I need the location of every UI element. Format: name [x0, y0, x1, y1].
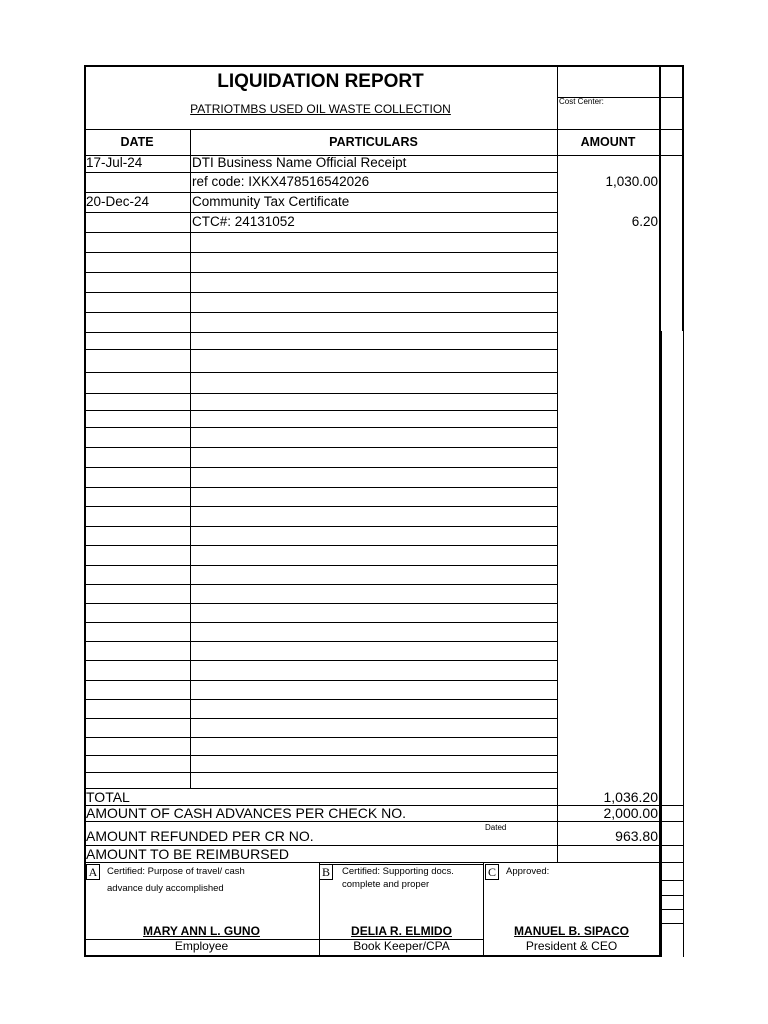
table-row-line — [84, 788, 557, 789]
reimburse-label: AMOUNT TO BE REIMBURSED — [86, 846, 290, 862]
total-label: TOTAL — [86, 789, 130, 805]
right-strip-line — [661, 880, 683, 881]
summary-line-4 — [84, 862, 683, 863]
sig-a-cert-line1: Certified: Purpose of travel/ cash — [107, 866, 245, 877]
header-bottom-line — [84, 129, 683, 130]
row-4-particulars: CTC#: 24131052 — [192, 214, 295, 229]
amount-column-divider — [557, 129, 558, 862]
table-row-line — [84, 506, 557, 507]
col-header-amount: AMOUNT — [580, 135, 636, 149]
refund-label: AMOUNT REFUNDED PER CR NO. — [86, 828, 314, 844]
table-row-line — [84, 737, 557, 738]
sig-c-letter-box: C — [485, 864, 499, 880]
right-strip-line — [661, 909, 683, 910]
summary-line-2 — [84, 821, 683, 822]
page-title: LIQUIDATION REPORT — [217, 71, 424, 92]
table-row-line — [84, 565, 557, 566]
row-1-particulars: DTI Business Name Official Receipt — [192, 155, 407, 170]
table-row-line — [84, 332, 557, 333]
table-row-line — [84, 622, 557, 623]
table-row-line — [84, 699, 557, 700]
table-row-line — [84, 427, 557, 428]
table-row-line — [84, 349, 557, 350]
table-row-line — [84, 680, 557, 681]
sig-a-letter-box: A — [86, 864, 100, 880]
sig-a-name: MARY ANN L. GUNO — [143, 924, 260, 938]
table-row-line — [84, 272, 557, 273]
col-header-date: DATE — [120, 135, 154, 149]
row-2-particulars: ref code: IXKX478516542026 — [192, 174, 370, 189]
col-header-particulars: PARTICULARS — [329, 135, 418, 149]
table-row-line — [84, 393, 557, 394]
right-strip-divider — [661, 331, 662, 957]
right-strip-line — [661, 895, 683, 896]
table-row-line — [84, 603, 557, 604]
table-row-line — [84, 252, 557, 253]
table-row-line — [84, 545, 557, 546]
right-strip-line — [661, 923, 683, 924]
table-row-line — [84, 232, 557, 233]
table-row-line — [84, 641, 557, 642]
cash-advance-value: 2,000.00 — [603, 805, 658, 821]
table-row-line — [84, 772, 557, 773]
table-row-line — [84, 172, 557, 173]
sig-b-role: Book Keeper/CPA — [353, 939, 450, 953]
table-row-line — [84, 467, 557, 468]
refund-value: 963.80 — [615, 828, 658, 844]
table-row-line — [84, 212, 557, 213]
table-row-line — [84, 755, 557, 756]
frame-right-outer-lower — [683, 331, 684, 957]
sig-b-letter-box: B — [319, 864, 333, 880]
page-subtitle: PATRIOTMBS USED OIL WASTE COLLECTION — [190, 102, 451, 116]
frame-top — [84, 65, 684, 67]
row-3-particulars: Community Tax Certificate — [192, 194, 350, 209]
cost-center-label: Cost Center: — [559, 97, 604, 106]
table-row-line — [84, 447, 557, 448]
sig-b-cert-line2: complete and proper — [342, 879, 430, 890]
table-row-line — [84, 292, 557, 293]
table-row-line — [84, 487, 557, 488]
row-2-amount: 1,030.00 — [605, 174, 658, 189]
dated-label: Dated — [485, 823, 507, 832]
total-value: 1,036.20 — [603, 789, 658, 805]
sig-a-role: Employee — [174, 939, 229, 953]
table-row-line — [84, 410, 557, 411]
table-row-line — [84, 192, 557, 193]
sig-b-cert-line1: Certified: Supporting docs. — [342, 866, 454, 877]
table-row-line — [84, 584, 557, 585]
table-row-line — [84, 312, 557, 313]
sig-a-cert-line2: advance duly accomplished — [107, 883, 224, 894]
table-row-line — [84, 526, 557, 527]
sig-c-role: President & CEO — [525, 939, 618, 953]
row-3-date: 20-Dec-24 — [86, 194, 150, 209]
sig-c-name: MANUEL B. SIPACO — [514, 924, 629, 938]
amount-column-inner-divider — [660, 155, 661, 331]
row-1-date: 17-Jul-24 — [86, 155, 143, 170]
sig-b-topline — [319, 864, 483, 865]
sig-b-name: DELIA R. ELMIDO — [351, 924, 452, 938]
date-column-divider — [190, 129, 191, 788]
table-row-line — [84, 660, 557, 661]
row-4-amount: 6.20 — [631, 214, 658, 229]
cash-advance-label: AMOUNT OF CASH ADVANCES PER CHECK NO. — [86, 805, 406, 821]
frame-right-outer — [682, 65, 684, 331]
sig-c-cert-line1: Approved: — [506, 866, 550, 877]
table-row-line — [84, 372, 557, 373]
frame-bottom — [84, 955, 661, 957]
table-row-line — [84, 718, 557, 719]
